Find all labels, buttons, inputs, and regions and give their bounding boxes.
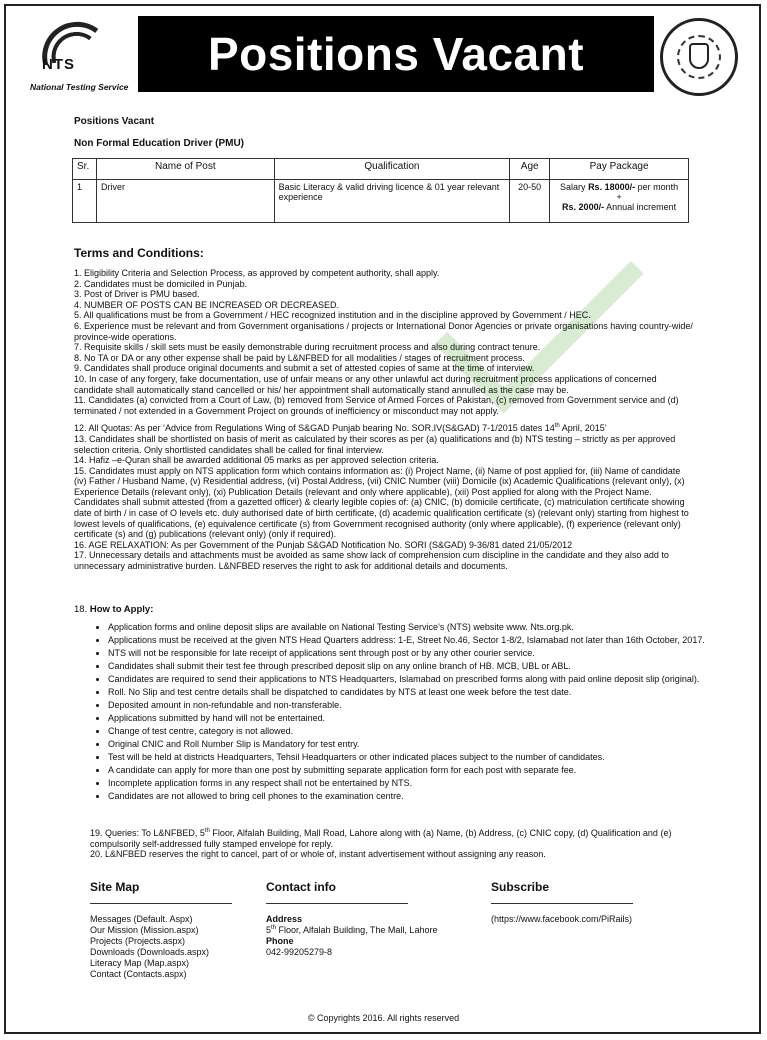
address-sup: th xyxy=(271,925,277,931)
cell-qualification: Basic Literacy & valid driving licence & 01 year relevant experience xyxy=(274,180,510,223)
header xyxy=(10,10,757,102)
logo-subtext: National Testing Service xyxy=(30,82,129,92)
sitemap-link[interactable]: Projects (Projects.aspx) xyxy=(90,936,186,946)
col-header: Age xyxy=(510,159,550,180)
col-header: Qualification xyxy=(274,159,510,180)
terms-heading: Terms and Conditions: xyxy=(74,246,204,260)
term19-sup: th xyxy=(204,828,210,834)
list-item: • Candidates are required to send their applications to NTS Headquarters, Islamabad on prescribed forms along with paid online deposit slip (original). xyxy=(108,674,712,685)
term-item: 11. Candidates (a) convicted from a Court of Law, (b) removed from Service of Armed Forces of Pakistan, (c) removed from Government service and (d) terminated / not extended in a Government Project on grounds of inefficiency or misconduct may not apply. xyxy=(74,395,679,416)
term12-text: April, 2015’ xyxy=(559,423,607,434)
table-header-row xyxy=(73,159,689,180)
term-item: 2. Candidates must be domiciled in Punjab. xyxy=(74,278,248,289)
term-item: 6. Experience must be relevant and from Government organisations / projects or International Donor Agencies or private organisations having country-wide/ province-wide operations. xyxy=(74,320,693,342)
list-item: • Roll. No Slip and test centre details shall be dispatched to candidates by NTS at least one week before the test date. xyxy=(108,687,712,698)
howto-list xyxy=(90,622,712,804)
punjab-emblem-icon xyxy=(660,18,738,96)
list-item: • Change of test centre, category is not allowed. xyxy=(108,726,712,737)
nts-logo xyxy=(22,16,140,100)
howto-title: How to Apply: xyxy=(89,604,154,615)
footer-subscribe xyxy=(491,882,671,925)
footer-contact xyxy=(266,882,456,958)
term-item: 1. Eligibility Criteria and Selection Process, as approved by competent authority, shall apply. xyxy=(74,268,440,278)
sitemap-title: Site Map xyxy=(90,880,140,894)
footer-sitemap xyxy=(90,882,232,980)
term-item: 16. AGE RELAXATION: As per Government of the Punjab S&GAD Notification No. SORI (S&GAD) 9-36/81 dated 21/05/2012 xyxy=(74,539,573,550)
col-header: Sr. xyxy=(73,159,97,180)
term19-text: 19. Queries: To L&NFBED, 5 xyxy=(90,828,205,838)
sitemap-link[interactable]: Downloads (Downloads.aspx) xyxy=(90,947,210,957)
increment-amount: Rs. 2000/- xyxy=(562,202,605,212)
copyright: © Copyrights 2016. All rights reserved xyxy=(307,1013,460,1023)
sitemap-link[interactable]: Our Mission (Mission.aspx) xyxy=(90,925,199,935)
closing-terms xyxy=(90,828,694,860)
table-row xyxy=(73,180,689,223)
phone-value: 042-99205279-8 xyxy=(266,947,333,957)
page-title: Positions Vacant xyxy=(74,116,155,127)
address-label: Address xyxy=(266,914,303,924)
pay-text: per month xyxy=(635,182,679,192)
term19-text: Floor, Alfalah Building, Mall Road, Lahore along with (a) Name, (b) Address, (c) CNIC copy, (d) Qualification and (e) compulsorily self-addressed fully stamped envelope for reply. xyxy=(90,828,672,849)
address-text: Floor, Alfalah Building, The Mall, Lahore xyxy=(276,925,438,935)
term-item: 14. Hafiz –e-Quran shall be awarded additional 05 marks as per approved selection criteria. xyxy=(74,455,439,466)
cell-post: Driver xyxy=(96,180,274,223)
term-item: 20. L&NFBED reserves the right to cancel, part of or whole of, instant advertisement without assigning any reason. xyxy=(90,849,546,860)
facebook-link[interactable]: (https://www.facebook.com/PiRails) xyxy=(491,914,633,924)
term-item: 3. Post of Driver is PMU based. xyxy=(74,289,200,300)
logo-text: NTS xyxy=(42,56,75,73)
term-item: 17. Unnecessary details and attachments must be avoided as same show lack of comprehension cum discipline in the candidate and they also add to unnecessary administrative burden. L&NFBED reserves the right to ask for additional details and documents. xyxy=(74,550,669,572)
term-item: 5. All qualifications must be from a Government / HEC recognized institution and in the discipline approved by Government / HEC. xyxy=(74,310,591,321)
phone-label: Phone xyxy=(266,936,294,946)
pay-text: Salary xyxy=(560,182,589,192)
list-item: • Candidates are not allowed to bring cell phones to the examination centre. xyxy=(108,791,712,802)
term-item: 10. In case of any forgery, fake documentation, use of unfair means or any other unlawful act during recruitment process applications of concerned candidate shall automatically stand cancelled or his/ her appointment shall automatically stand annulled as the case may be. xyxy=(74,373,657,395)
list-item: • Application forms and online deposit slips are available on National Testing Service’s (NTS) website www. Nts.org.pk. xyxy=(108,622,712,633)
subscribe-title: Subscribe xyxy=(491,880,550,894)
term-item: 13. Candidates shall be shortlisted on basis of merit as calculated by their scores as per (a) qualifications and (b) NTS testing – strictly as per approved selection criteria. Only shortlisted candidates shall be called for final interview. xyxy=(74,433,676,455)
list-item: • Original CNIC and Roll Number Slip is Mandatory for test entry. xyxy=(108,739,712,750)
sitemap-link[interactable]: Literacy Map (Map.aspx) xyxy=(90,958,190,968)
term-item xyxy=(74,423,694,434)
pay-amount: Rs. 18000/- xyxy=(588,182,636,192)
positions-table xyxy=(72,158,689,223)
term12-text: 12. All Quotas: As per ‘Advice from Regulations Wing of S&GAD Punjab bearing No. SOR.IV(S&GAD) 7-1/2015 dates 14 xyxy=(74,423,555,434)
term-item: 4. NUMBER OF POSTS CAN BE INCREASED OR DECREASED. xyxy=(74,299,340,310)
list-item: • Applications submitted by hand will not be entertained. xyxy=(108,713,712,724)
term-item: 7. Requisite skills / skill sets must be easily demonstrable during recruitment process and also during contract tenure. xyxy=(74,342,541,353)
term-item: 15. Candidates must apply on NTS application form which contains information as: (i) Project Name, (ii) Name of post applied for, (iii) Name of candidate (iv) Father / Husband Name, (v) Residential address, (vi) Postal Address, (vii) CNIC Number (viii) Domicile (ix) Academic Qualifications (relevant only), (x) Experience Details (relevant only), (xi) Publication Details (relevant and only where applicable), (xii) Post applied for along with the Project Name. Candidates shall submit attested (from a gazetted officer) & clearly legible copies of: (a) CNIC, (b) domicile certificate, (c) matriculation certificate showing date of birth / in case of O levels etc. duly authorised date of birth certificate, (d) academic qualification certificate (s) (relevant only) starting from highest to lowest levels of qualifications, (e) equivalence certificate (s) from Government recognised authority (only where applicable), (f) experience (relevant only) certificate (s) and (g) publications (relevant only) (only if required). xyxy=(74,465,689,540)
cell-sr: 1 xyxy=(73,180,97,223)
list-item: • Incomplete application forms in any respect shall not be entertained by NTS. xyxy=(108,778,712,789)
list-item: • Deposited amount in non-refundable and non-transferable. xyxy=(108,700,712,711)
banner-title: Positions Vacant xyxy=(138,16,654,92)
list-item: • Test will be held at districts Headquarters, Tehsil Headquarters or other indicated places subject to the number of candidates. xyxy=(108,752,712,763)
increment-text: Annual increment xyxy=(604,202,677,212)
terms-list xyxy=(74,268,694,572)
sitemap-link[interactable]: Contact (Contacts.aspx) xyxy=(90,969,187,979)
page-subtitle: Non Formal Education Driver (PMU) xyxy=(74,138,245,149)
term12-sup: th xyxy=(554,423,560,430)
term-item: 9. Candidates shall produce original documents and submit a set of attested copies of same at the time of interview. xyxy=(74,363,535,374)
list-item: • Candidates shall submit their test fee through prescribed deposit slip on any online branch of HB. MCB, UBL or ABL. xyxy=(108,661,712,672)
howto-number: 18. xyxy=(74,604,90,615)
list-item: • A candidate can apply for more than one post by submitting separate application form for each post with separate fee. xyxy=(108,765,712,776)
howto-heading xyxy=(74,604,153,615)
list-item: • Applications must be received at the given NTS Head Quarters address: 1-E, Street No.46, Sector 1-8/2, Islamabad not later than 16th October, 2017. xyxy=(108,635,712,646)
cell-age: 20-50 xyxy=(510,180,550,223)
pay-plus: + xyxy=(616,192,622,202)
address-value xyxy=(266,925,456,936)
cell-pay xyxy=(550,180,689,223)
address-text: 5 xyxy=(266,925,272,935)
term-item: 8. No TA or DA or any other expense shall be paid by L&NFBED for all modalities / stages of recruitment process. xyxy=(74,352,525,363)
term-item xyxy=(90,828,694,849)
sitemap-link[interactable]: Messages (Default. Aspx) xyxy=(90,914,193,924)
list-item: • NTS will not be responsible for late receipt of applications sent through post or by any other courier service. xyxy=(108,648,712,659)
col-header: Pay Package xyxy=(550,159,689,180)
col-header: Name of Post xyxy=(96,159,274,180)
contact-title: Contact info xyxy=(266,880,336,894)
